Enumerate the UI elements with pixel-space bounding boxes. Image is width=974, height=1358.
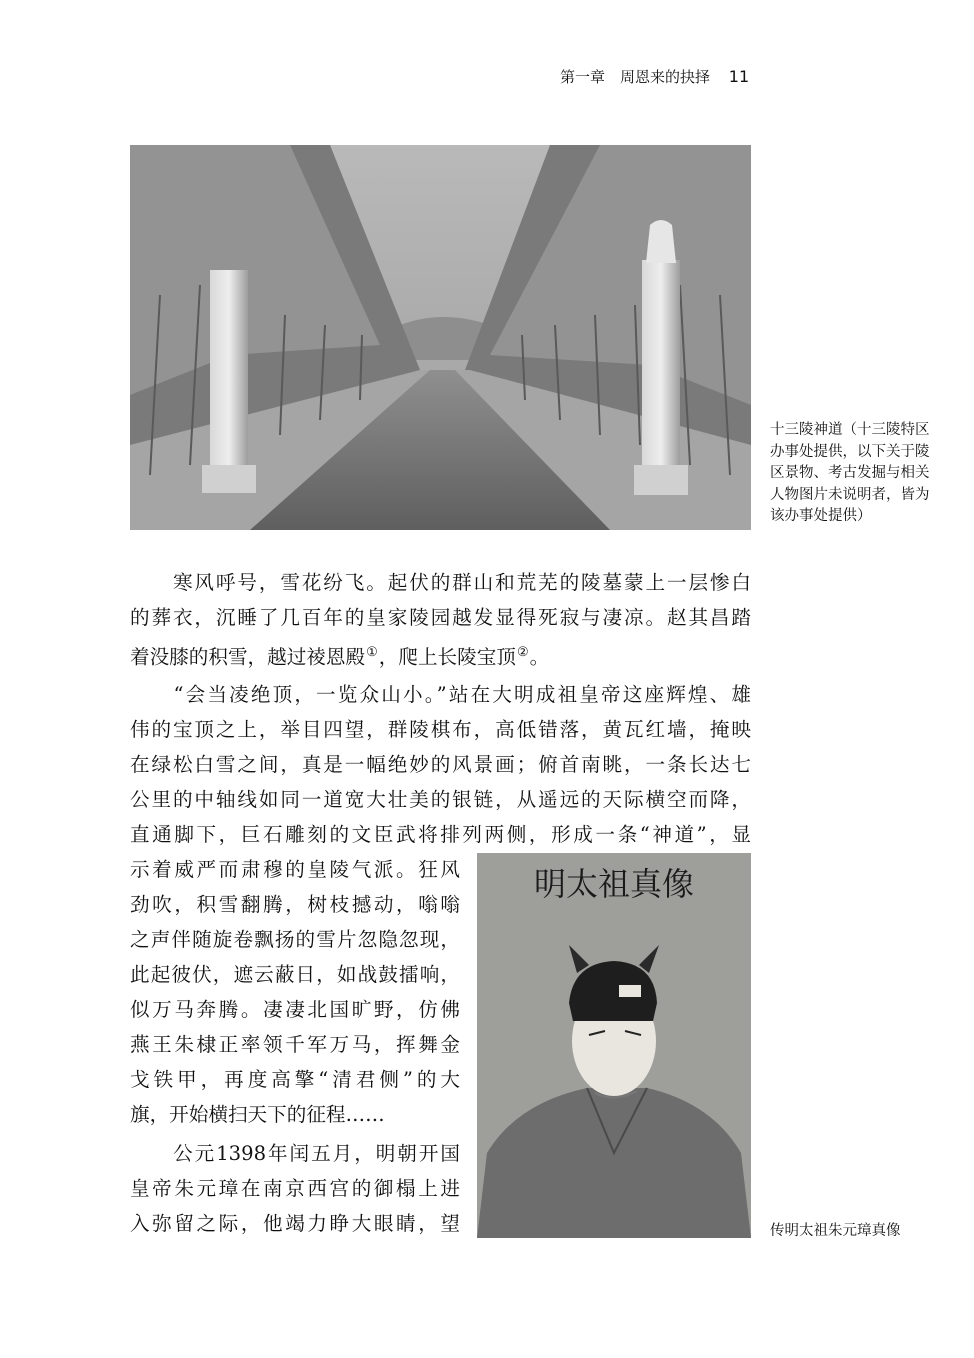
portrait-title: 明太祖真像	[533, 865, 695, 903]
portrait-image	[477, 853, 751, 1238]
paragraph-2-line-2: 伟的宝顶之上，举目四望，群陵棋布，高低错落，黄瓦红墙，掩映	[130, 718, 751, 741]
paragraph-2-narrow-6: 燕王朱棣正率领千军万马，挥舞金	[130, 1033, 460, 1056]
page-number: 11	[728, 67, 750, 86]
portrait-caption: 传明太祖朱元璋真像	[770, 1223, 901, 1239]
paragraph-2-narrow-3: 之声伴随旋卷飘扬的雪片忽隐忽现，	[130, 928, 460, 951]
paragraph-2-narrow-1: 示着威严而肃穆的皇陵气派。狂风	[130, 858, 460, 881]
paragraph-2-line-1: “会当凌绝顶，一览众山小。”站在大明成祖皇帝这座辉煌、雄	[130, 683, 751, 706]
paragraph-1-text-b: ，爬上长陵宝顶	[378, 645, 516, 669]
shendao-image	[130, 145, 751, 530]
shendao-photo	[130, 145, 751, 530]
chapter-title: 第一章 周恩来的抉择	[560, 68, 711, 86]
paragraph-1-line-3	[130, 636, 751, 675]
paragraph-2-line-5: 直通脚下，巨石雕刻的文臣武将排列两侧，形成一条“神道”，显	[130, 823, 751, 846]
paragraph-1-text-a: 着没膝的积雪，越过祾恩殿	[130, 645, 366, 669]
paragraph-3-line-3: 入弥留之际，他竭力睁大眼睛，望	[130, 1212, 460, 1235]
zhu-yuanzhang-portrait	[477, 853, 751, 1238]
paragraph-1-line-1: 寒风呼号，雪花纷飞。起伏的群山和荒芜的陵墓蒙上一层惨白	[130, 571, 751, 594]
paragraph-2-narrow-7: 戈铁甲，再度高擎“清君侧”的大	[130, 1068, 460, 1091]
paragraph-2-narrow-2: 劲吹，积雪翻腾，树枝撼动，嗡嗡	[130, 893, 460, 916]
paragraph-2-end: 旗，开始横扫天下的征程……	[130, 1103, 385, 1126]
footnote-marker-1: ①	[366, 645, 378, 660]
paragraph-3-line-1: 公元1398年闰五月，明朝开国	[130, 1142, 460, 1165]
paragraph-2-line-4: 公里的中轴线如同一道宽大壮美的银链，从遥远的天际横空而降，	[130, 788, 751, 811]
paragraph-1-line-2: 的葬衣，沉睡了几百年的皇家陵园越发显得死寂与凄凉。赵其昌踏	[130, 606, 751, 629]
shendao-caption: 十三陵神道（十三陵特区办事处提供，以下关于陵区景物、考古发掘与相关人物图片未说明者，皆为该办事处提供）	[770, 422, 930, 524]
footnote-marker-2: ②	[516, 645, 529, 660]
paragraph-3-line-2: 皇帝朱元璋在南京西宫的御榻上进	[130, 1177, 460, 1200]
paragraph-2-narrow-4: 此起彼伏，遮云蔽日，如战鼓擂响，	[130, 963, 460, 986]
running-header	[560, 66, 749, 87]
paragraph-2-narrow-5: 似万马奔腾。凄凄北国旷野，仿佛	[130, 998, 460, 1021]
paragraph-2-line-3: 在绿松白雪之间，真是一幅绝妙的风景画；俯首南眺，一条长达七	[130, 753, 751, 776]
paragraph-1-text-c: 。	[529, 645, 550, 669]
